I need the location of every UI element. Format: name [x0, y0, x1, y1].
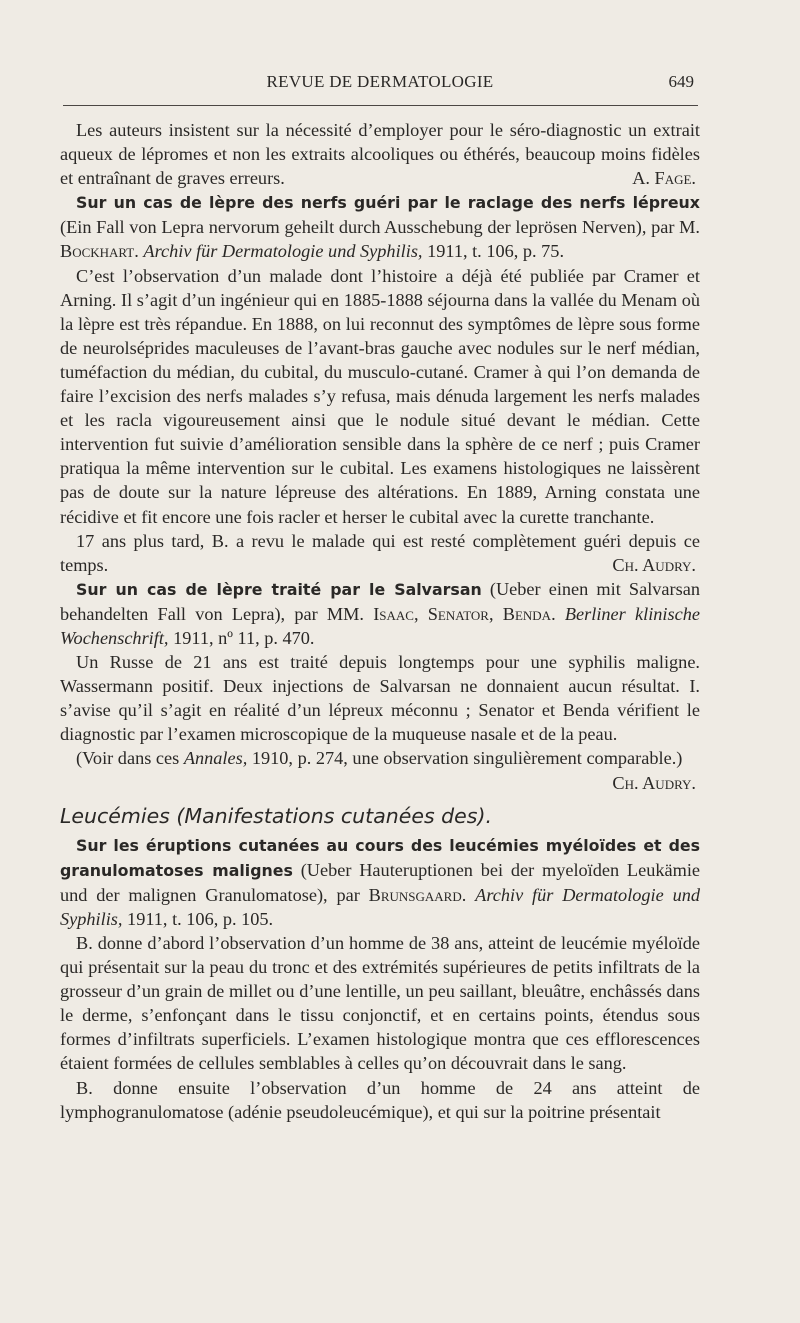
paragraph-6-text: B. donne d’abord l’observation d’un homme de 38 ans, atteint de leucémie myéloïde qui présentait sur la peau du tronc et des extrémités supérieures de petits infiltrats de la grosseur d’un grain de millet ou d’une lentille, un peu saillant, bleuâtre, enchâssés dans le derme, s’enfonçant dans le tissu conjonctif, et en certains points, étendus sous formes d’infiltrats superficiels. L’examen histologique montra que ces efflorescences étaient formées de cellules semblables à celles qu’on découvrait dans le sang. — [60, 933, 700, 1074]
paragraph-7-text: B. donne ensuite l’observation d’un homme de 24 ans atteint de lymphogranulomatose (adénie pseudoleucémique), et qui sur la poitrine présentait — [60, 1077, 700, 1122]
article-heading-lepre-nerfs — [60, 190, 700, 263]
article-2-journal: Berliner klinische Wochenschrift, — [60, 603, 700, 648]
paragraph-1-text: Les auteurs insistent sur la nécessité d’employer pour le séro-diagnostic un extrait aqueux de lépromes et non les extraits alcooliques ou éthérés, beaucoup moins fidèles et entraînant de graves erreurs. — [60, 120, 700, 189]
signature-audry-2: Ch. Audry. — [612, 772, 696, 793]
paragraph-5 — [60, 746, 700, 794]
section-heading-leucemies: Leucémies (Manifestations cutanées des). — [60, 803, 492, 828]
body-text — [60, 118, 700, 1124]
page-number: 649 — [668, 72, 694, 91]
page-header — [60, 70, 700, 100]
paragraph-2 — [60, 264, 700, 529]
article-heading-salvarsan — [60, 577, 700, 650]
article-2-author-3: Benda. — [502, 603, 556, 624]
paragraph-4 — [60, 650, 700, 746]
article-1-journal: Archiv für Dermatologie und Syphilis, — [143, 241, 423, 262]
article-2-reference: (Ueber einen mit Salvarsan behandelten Fall von Lepra), par MM. — [60, 578, 700, 624]
article-title-1: Sur un cas de lèpre des nerfs guéri par le raclage des nerfs lépreux — [76, 193, 700, 213]
paragraph-5-journal: Annales, — [183, 748, 248, 769]
paragraph-5-text-after: 1910, p. 274, une observation singulièrement comparable.) — [251, 748, 683, 769]
paragraph-5-text-before: (Voir dans ces — [76, 748, 180, 769]
article-3-citation: 1911, t. 106, p. 105. — [127, 908, 274, 929]
article-1-reference: (Ein Fall von Lepra nervorum geheilt durch Ausschebung der leprösen Nerven), par M. — [60, 217, 700, 238]
article-heading-leucemies — [60, 833, 700, 931]
paragraph-2-text: C’est l’observation d’un malade dont l’histoire a déjà été publiée par Cramer et Arning. Il s’agit d’un ingénieur qui en 1885-1888 séjourna dans la vallée du Menam où la lèpre est très répandue. En 1888, on lui reconnut des symptômes de lèpre sous forme de neurolséprides maculeuses de l’avant-bras gauche avec nodules sur le nerf médian, tuméfaction du médian, du cubital, du musculo-cutané. Cramer à qui l’on demanda de faire l’excision des nerfs malades s’y refusa, mais dénuda largement les nerfs malades et les racla vigoureusement ainsi que le nodule situé devant le médian. Cette intervention fut suivie d’amélioration sensible dans la sphère de ce nerf ; puis Cramer pratiqua la même intervention sur le cubital. Les examens histologiques ne laissèrent pas de doute sur la nature lépreuse des altérations. En 1889, Arning constata une récidive et fit encore une fois racler et herser le cubital avec la curette tranchante. — [60, 265, 700, 527]
article-title-3: Sur les éruptions cutanées au cours des leucémies myéloïdes et des granulomatoses malignes — [60, 835, 700, 880]
article-2-citation: 1911, nº 11, p. 470. — [173, 627, 315, 648]
article-2-author-1: Isaac, — [373, 603, 419, 624]
article-3-author: Brunsgaard. — [368, 884, 467, 905]
paragraph-6 — [60, 931, 700, 1076]
signature-audry-1: Ch. Audry. — [612, 554, 696, 575]
article-3-journal: Archiv für Dermatologie und Syphilis, — [60, 884, 700, 929]
signature-fage: A. Fage. — [632, 168, 696, 189]
header-rule — [63, 105, 698, 106]
paragraph-3-text: 17 ans plus tard, B. a revu le malade qui est resté complètement guéri depuis ce temps. — [60, 530, 700, 575]
running-title: REVUE DE DERMATOLOGIE — [266, 72, 494, 91]
article-2-author-2: Senator, — [427, 603, 494, 624]
article-1-citation: 1911, t. 106, p. 75. — [427, 241, 565, 262]
paragraph-4-text: Un Russe de 21 ans est traité depuis longtemps pour une syphilis maligne. Wassermann positif. Deux injections de Salvarsan ne donnaient aucun résultat. I. s’avise qu’il s’agit en réalité d’un lépreux méconnu ; Senator et Benda vérifient le diagnostic par l’examen microscopique de la muqueuse nasale et de la peau. — [60, 652, 700, 745]
paragraph-3 — [60, 529, 700, 577]
article-title-2: Sur un cas de lèpre traité par le Salvarsan — [76, 579, 482, 599]
paragraph-7 — [60, 1076, 700, 1124]
article-1-author: Bockhart. — [60, 241, 139, 262]
paragraph-1 — [60, 118, 700, 190]
article-3-reference: (Ueber Hauteruptionen bei der myeloïden Leukämie und der malignen Granulomatose), par — [60, 859, 701, 905]
